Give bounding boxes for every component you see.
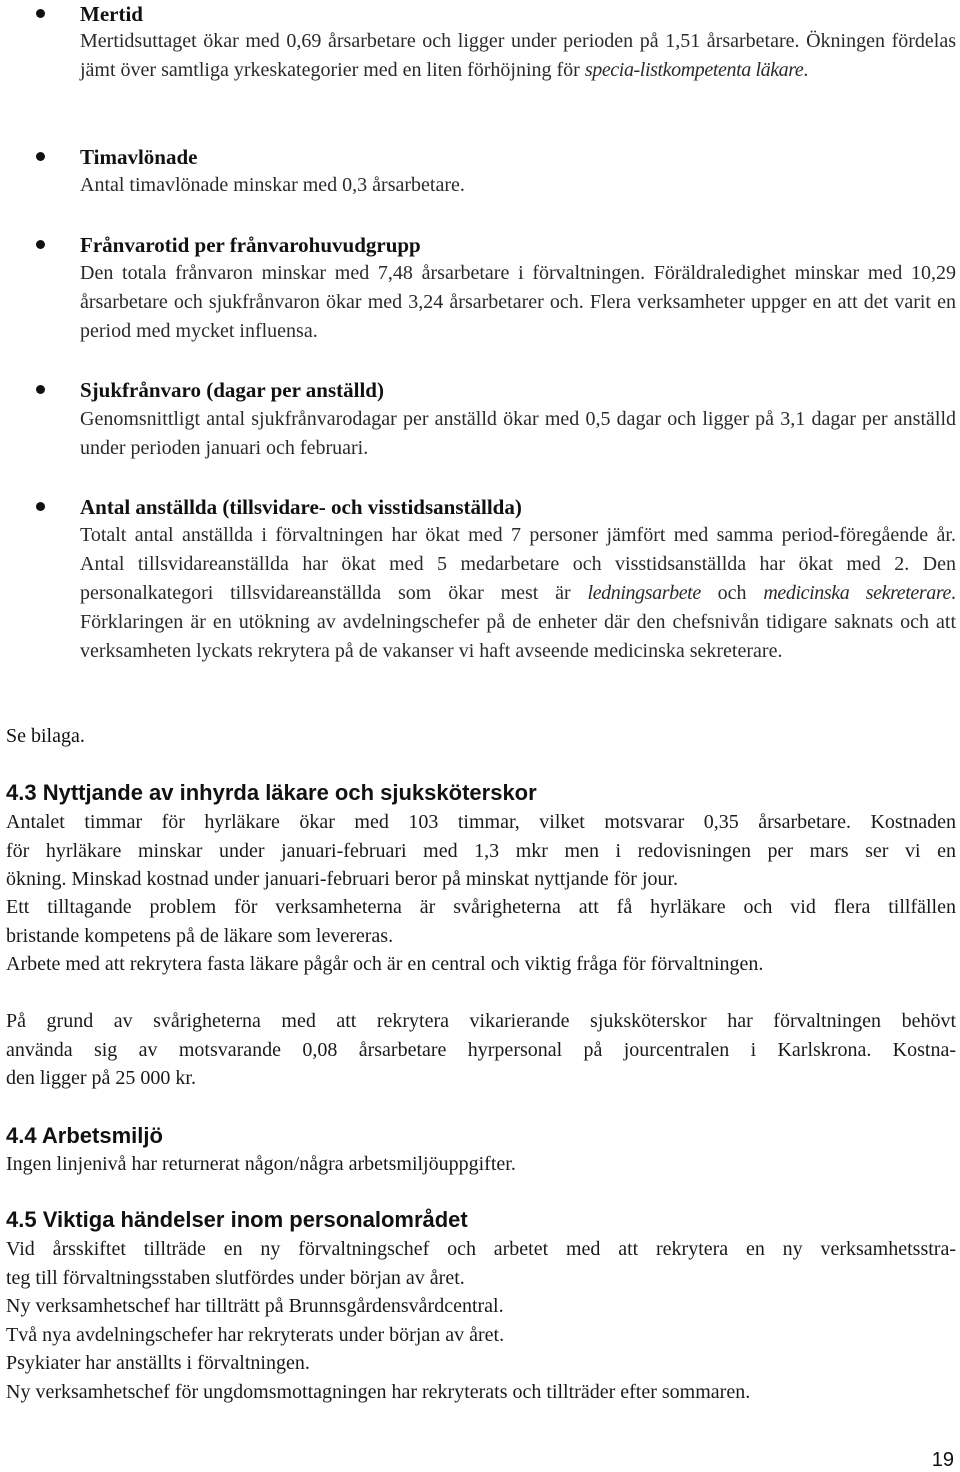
bullet-body: [80, 27, 956, 85]
page-number: 19: [931, 1449, 954, 1471]
paragraph-line: Arbete med att rekrytera fasta läkare pågår och är en central och viktig fråga för förvaltningen.: [6, 953, 764, 975]
bullet-title: Antal anställda (tillsvidare- och visstidsanställda): [80, 495, 522, 519]
bullet-dot: [36, 502, 45, 511]
bullet-body: Den totala frånvaron minskar med 7,48 årsarbetare i förvaltningen. Föräldraledighet minskar med 10,29 årsarbetare och sjukfrånvaron ökar med 3,24 årsarbetarer och. Flera verksamheter uppger en att det varit en period med mycket influensa.: [80, 262, 956, 342]
bullet-body-text: . Förklaringen är en utökning av avdelningschefer på de enheter där den chefsnivån tidigare saknats och att verksamheten lyckats rekrytera på de vakanser vi haft avseende medicinska sekreterare.: [80, 582, 956, 662]
paragraph-line: Två nya avdelningschefer har rekryterats under början av året.: [6, 1323, 505, 1346]
bullet-body-emphasis: ledningsarbete: [587, 582, 701, 604]
section-heading-4-5: 4.5 Viktiga händelser inom personalområdet: [6, 1207, 468, 1232]
paragraph: [6, 950, 956, 979]
paragraph-line: Ingen linjenivå har returnerat någon/några arbetsmiljöuppgifter.: [6, 1153, 516, 1175]
paragraph-line: bristande kompetens på de läkare som levereras.: [6, 924, 394, 947]
bullet-dot: [36, 9, 45, 18]
paragraph-line: den ligger på 25 000 kr.: [6, 1067, 196, 1089]
bullet-dot: [36, 240, 45, 249]
bullet-dot: [36, 385, 45, 394]
paragraph-line: Ny verksamhetschef för ungdomsmottagningen har rekryterats och tillträder efter sommaren.: [6, 1380, 751, 1403]
bullet-body: [80, 521, 956, 666]
paragraph-line: Vid årsskiftet tillträde en ny förvaltningschef och arbetet med att rekrytera en ny verksamhetsstra-: [6, 1238, 956, 1260]
see-appendix-note: Se bilaga.: [6, 725, 85, 747]
section-heading-4-4: 4.4 Arbetsmiljö: [6, 1123, 163, 1148]
paragraph: [6, 1007, 956, 1093]
bullet-body-text: Totalt antal anställda i förvaltningen har ökat med 7 personer jämfört med samma period-föregående år. Antal tillsvidareanställda har ökat med 5 medarbetare och visstidsanställda har ökat med 2. Den personalkategori tillsvidareanställda som ökar mest är: [80, 524, 956, 604]
bullet-title: Mertid: [80, 2, 143, 26]
paragraph-line: Ny verksamhetschef har tillträtt på Brunnsgårdensvårdcentral.: [6, 1295, 504, 1317]
bullet-body-text: Mertidsuttaget ökar med 0,69 årsarbetare och ligger under perioden på 1,51 årsarbetare. Ökningen fördelas jämt över samtliga yrkeskategorier med en liten förhöjning för: [80, 30, 956, 81]
paragraph: [6, 1235, 956, 1406]
paragraph-line: Antalet timmar för hyrläkare ökar med 103 timmar, vilket motsvarar 0,35 årsarbetare. Kostnaden: [6, 811, 956, 833]
paragraph: [6, 1150, 956, 1179]
paragraph-line: använda sig av motsvarande 0,08 årsarbetare hyrpersonal på jourcentralen i Karlskrona. Kostna-: [6, 1038, 956, 1061]
paragraph-line: Ett tilltagande problem för verksamheterna är svårigheterna att få hyrläkare och vid flera tillfällen: [6, 896, 956, 918]
bullet-title: Sjukfrånvaro (dagar per anställd): [80, 378, 384, 402]
bullet-body-text: .: [803, 59, 809, 81]
bullet-body: Antal timavlönade minskar med 0,3 årsarbetare.: [80, 174, 465, 196]
bullet-title: Frånvarotid per frånvarohuvudgrupp: [80, 233, 421, 257]
paragraph-line: På grund av svårigheterna med att rekrytera vikarierande sjuksköterskor har förvaltningen behövt: [6, 1010, 956, 1032]
section-heading-4-3: 4.3 Nyttjande av inhyrda läkare och sjuksköterskor: [6, 780, 537, 805]
paragraph-line: teg till förvaltningsstaben slutfördes under början av året.: [6, 1266, 465, 1289]
paragraph-line: Psykiater har anställts i förvaltningen.: [6, 1352, 310, 1374]
bullet-title: Timavlönade: [80, 145, 198, 169]
bullet-body-emphasis: specia-listkompetenta läkare: [584, 59, 804, 81]
bullet-body: Genomsnittligt antal sjukfrånvarodagar per anställd ökar med 0,5 dagar och ligger på 3,1 dagar per anställd under perioden januari och februari.: [80, 408, 956, 459]
paragraph-line: ökning. Minskad kostnad under januari-februari beror på minskat nyttjande för jour.: [6, 868, 679, 890]
paragraph: [6, 893, 956, 950]
paragraph-line: för hyrläkare minskar under januari-februari med 1,3 mkr men i redovisningen per mars ser vi en: [6, 839, 956, 862]
bullet-body-text: och: [700, 582, 764, 604]
bullet-dot: [36, 152, 45, 161]
paragraph: [6, 808, 956, 894]
bullet-body-emphasis: medicinska sekreterare: [763, 582, 951, 604]
